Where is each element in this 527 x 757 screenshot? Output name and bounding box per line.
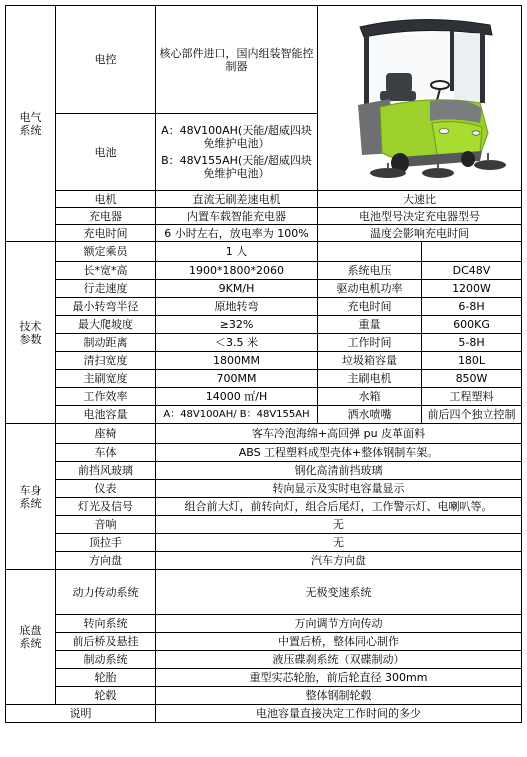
tech-label-2: 充电时间 <box>318 298 422 316</box>
value-control: 核心部件进口，国内组装智能控制器 <box>156 6 318 114</box>
label-motor: 电机 <box>56 191 156 208</box>
tech-label: 行走速度 <box>56 280 156 298</box>
tech-label-2: 洒水喷嘴 <box>318 406 422 424</box>
battery-option-b: B：48V155AH(天能/超威四块免维护电池） <box>161 154 312 180</box>
body-label: 音响 <box>56 516 156 534</box>
table-row <box>6 552 522 570</box>
table-row <box>6 298 522 316</box>
table-row <box>6 687 522 705</box>
table-row <box>6 669 522 687</box>
tech-label-2: 驱动电机功率 <box>318 280 422 298</box>
tech-value: 1800MM <box>156 352 318 370</box>
extra-charge-time: 温度会影响充电时间 <box>318 225 522 242</box>
value-battery <box>156 114 318 191</box>
tech-label-2: 主刷电机 <box>318 370 422 388</box>
table-row <box>6 316 522 334</box>
table-row <box>6 462 522 480</box>
body-label: 仪表 <box>56 480 156 498</box>
tech-value-2: 850W <box>422 370 522 388</box>
chassis-value: 整体钢制轮毂 <box>156 687 522 705</box>
body-label: 顶拉手 <box>56 534 156 552</box>
table-row <box>6 334 522 352</box>
label-control: 电控 <box>56 6 156 114</box>
tech-value: 原地转弯 <box>156 298 318 316</box>
table-row <box>6 570 522 615</box>
note-label: 说明 <box>6 705 156 723</box>
tech-label-2: 系统电压 <box>318 262 422 280</box>
tech-value-2: 6-8H <box>422 298 522 316</box>
table-row <box>6 352 522 370</box>
tech-label-2: 垃圾箱容量 <box>318 352 422 370</box>
tech-value: 700MM <box>156 370 318 388</box>
row-note <box>6 705 522 723</box>
tech-label: 额定乘员 <box>56 242 156 262</box>
body-value: 汽车方向盘 <box>156 552 522 570</box>
value-charger: 内置车载智能充电器 <box>156 208 318 225</box>
label-charger: 充电器 <box>56 208 156 225</box>
tech-value-2: 前后四个独立控制 <box>422 406 522 424</box>
tech-label: 制动距离 <box>56 334 156 352</box>
tech-value-2: DC48V <box>422 262 522 280</box>
chassis-label: 动力传动系统 <box>56 570 156 615</box>
body-value: 无 <box>156 516 522 534</box>
body-value: 钢化高清前挡玻璃 <box>156 462 522 480</box>
spec-table <box>5 5 522 723</box>
tech-value-2: 工程塑料 <box>422 388 522 406</box>
tech-value: 1900*1800*2060 <box>156 262 318 280</box>
body-value: 无 <box>156 534 522 552</box>
table-row <box>6 480 522 498</box>
tech-label: 最小转弯半径 <box>56 298 156 316</box>
chassis-label: 轮胎 <box>56 669 156 687</box>
label-charge-time: 充电时间 <box>56 225 156 242</box>
table-row <box>6 633 522 651</box>
table-row <box>6 424 522 444</box>
row-charger <box>6 208 522 225</box>
chassis-value: 中置后桥，整体同心制作 <box>156 633 522 651</box>
table-row <box>6 262 522 280</box>
body-label: 前挡风玻璃 <box>56 462 156 480</box>
chassis-label: 轮毂 <box>56 687 156 705</box>
tech-value-2: 180L <box>422 352 522 370</box>
body-label: 灯光及信号 <box>56 498 156 516</box>
tech-label: 电池容量 <box>56 406 156 424</box>
chassis-label: 前后桥及悬挂 <box>56 633 156 651</box>
tech-label-2: 重量 <box>318 316 422 334</box>
chassis-label: 制动系统 <box>56 651 156 669</box>
body-value: 转向显示及实时电容量显示 <box>156 480 522 498</box>
table-row <box>6 406 522 424</box>
tech-value-2: 600KG <box>422 316 522 334</box>
tech-value-2: 1200W <box>422 280 522 298</box>
category-electric: 电气 系统 <box>6 6 56 242</box>
extra-motor: 大速比 <box>318 191 522 208</box>
tech-label: 工作效率 <box>56 388 156 406</box>
value-motor: 直流无刷差速电机 <box>156 191 318 208</box>
table-row <box>6 615 522 633</box>
chassis-value: 无极变速系统 <box>156 570 522 615</box>
body-value: 客车冷泡海绵+高回弹 pu 皮革面料 <box>156 424 522 444</box>
table-row <box>6 388 522 406</box>
tech-label: 最大爬坡度 <box>56 316 156 334</box>
tech-label: 清扫宽度 <box>56 352 156 370</box>
note-value: 电池容量直接决定工作时间的多少 <box>156 705 522 723</box>
chassis-value: 重型实芯轮胎，前后轮直径 300mm <box>156 669 522 687</box>
tech-label-2 <box>318 242 422 262</box>
tech-value-2: 5-8H <box>422 334 522 352</box>
chassis-value: 液压碟刹系统（双碟制动） <box>156 651 522 669</box>
tech-label-2: 工作时间 <box>318 334 422 352</box>
tech-value: 1 人 <box>156 242 318 262</box>
body-value: ABS 工程塑料成型壳体+整体钢制车架。 <box>156 444 522 462</box>
tech-value: 9KM/H <box>156 280 318 298</box>
body-label: 座椅 <box>56 424 156 444</box>
table-row <box>6 280 522 298</box>
sweeper-image <box>330 13 510 183</box>
row-charge-time <box>6 225 522 242</box>
table-row <box>6 534 522 552</box>
body-label: 方向盘 <box>56 552 156 570</box>
tech-value: ＜3.5 米 <box>156 334 318 352</box>
tech-value: A：48V100AH/ B：48V155AH <box>156 406 318 424</box>
tech-value-2 <box>422 242 522 262</box>
table-row <box>6 498 522 516</box>
table-row <box>6 516 522 534</box>
table-row <box>6 370 522 388</box>
row-control <box>6 6 522 114</box>
tech-label: 主刷宽度 <box>56 370 156 388</box>
tech-value: ≥32% <box>156 316 318 334</box>
value-charge-time: 6 小时左右，放电率为 100% <box>156 225 318 242</box>
table-row <box>6 444 522 462</box>
tech-value: 14000 ㎡/H <box>156 388 318 406</box>
chassis-label: 转向系统 <box>56 615 156 633</box>
table-row <box>6 651 522 669</box>
category-tech: 技术 参数 <box>6 242 56 424</box>
tech-label: 长*宽*高 <box>56 262 156 280</box>
label-battery: 电池 <box>56 114 156 191</box>
body-value: 组合前大灯，前转向灯，组合后尾灯，工作警示灯、电喇叭等。 <box>156 498 522 516</box>
extra-charger: 电池型号决定充电器型号 <box>318 208 522 225</box>
row-motor <box>6 191 522 208</box>
category-body: 车身 系统 <box>6 424 56 570</box>
product-photo <box>318 6 522 191</box>
body-label: 车体 <box>56 444 156 462</box>
category-chassis: 底盘 系统 <box>6 570 56 705</box>
chassis-value: 万向调节方向传动 <box>156 615 522 633</box>
tech-label-2: 水箱 <box>318 388 422 406</box>
battery-option-a: A：48V100AH(天能/超威四块免维护电池） <box>161 124 312 150</box>
table-row <box>6 242 522 262</box>
